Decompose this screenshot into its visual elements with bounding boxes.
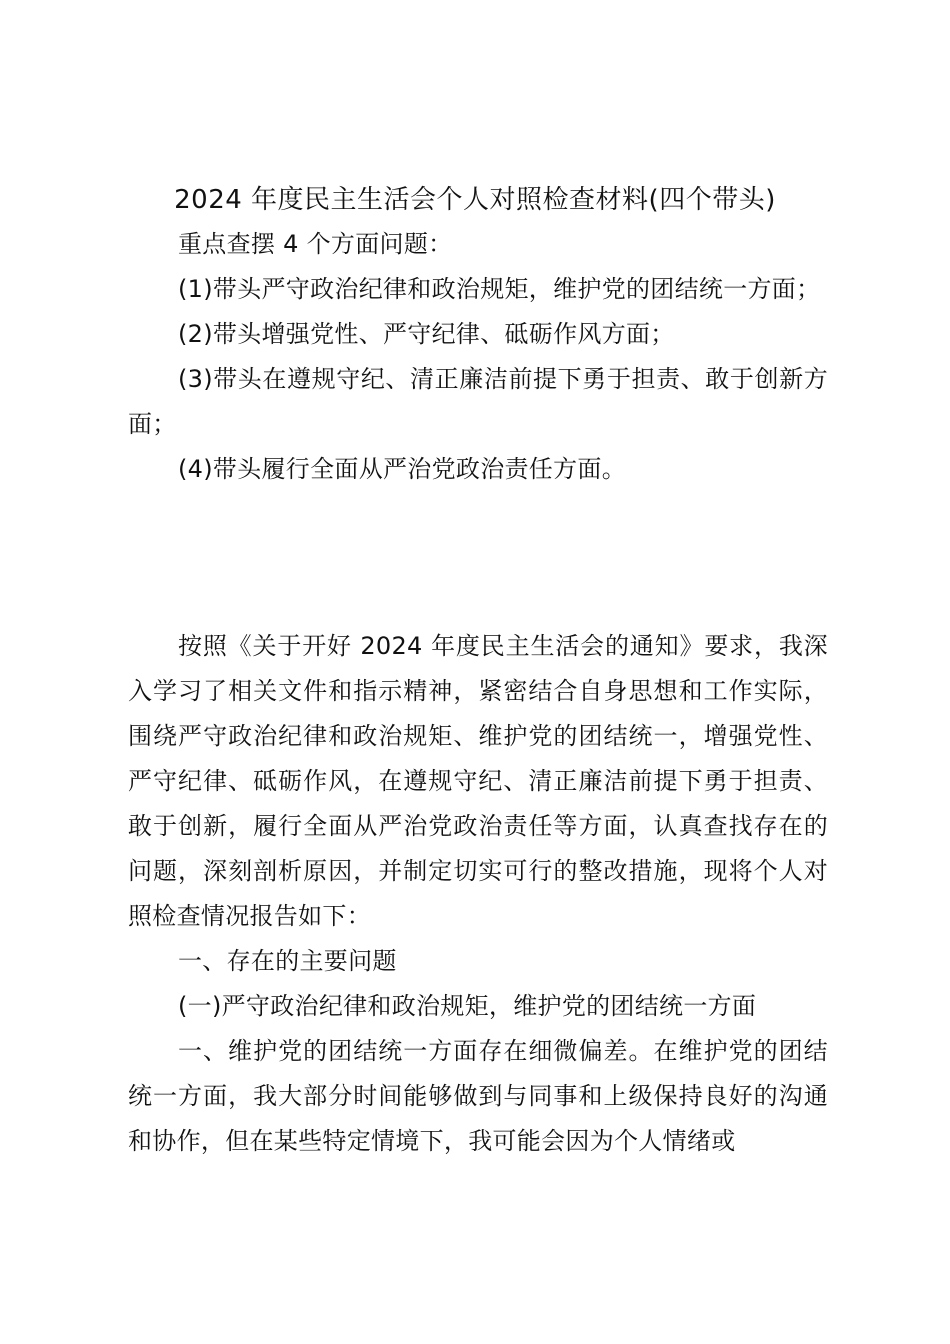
focus-intro: 重点查摆 4 个方面问题： [178, 230, 453, 258]
focus-item-3: (3)带头在遵规守纪、清正廉洁前提下勇于担责、敢于创新方面； [128, 365, 828, 438]
subsection-heading: (一)严守政治纪律和政治规矩，维护党的团结统一方面 [178, 992, 757, 1020]
focus-item-2: (2)带头增强党性、严守纪律、砥砺作风方面； [178, 320, 675, 348]
section-heading: 一、存在的主要问题 [178, 947, 397, 975]
focus-section [128, 222, 828, 492]
report-body [128, 624, 828, 1164]
point-paragraph: 一、维护党的团结统一方面存在细微偏差。在维护党的团结统一方面，我大部分时间能够做到与同事和上级保持良好的沟通和协作，但在某些特定情境下，我可能会因为个人情绪或 [128, 1037, 828, 1155]
focus-item-1: (1)带头严守政治纪律和政治规矩，维护党的团结统一方面； [178, 275, 821, 303]
intro-paragraph: 按照《关于开好 2024 年度民主生活会的通知》要求，我深入学习了相关文件和指示精神，紧密结合自身思想和工作实际，围绕严守政治纪律和政治规矩、维护党的团结统一，增强党性、严守纪律、砥砺作风，在遵规守纪、清正廉洁前提下勇于担责、敢于创新，履行全面从严治党政治责任等方面，认真查找存在的问题，深刻剖析原因，并制定切实可行的整改措施，现将个人对照检查情况报告如下： [128, 632, 828, 930]
document-title: 2024 年度民主生活会个人对照检查材料(四个带头) [174, 185, 776, 215]
focus-item-4: (4)带头履行全面从严治党政治责任方面。 [178, 455, 626, 483]
